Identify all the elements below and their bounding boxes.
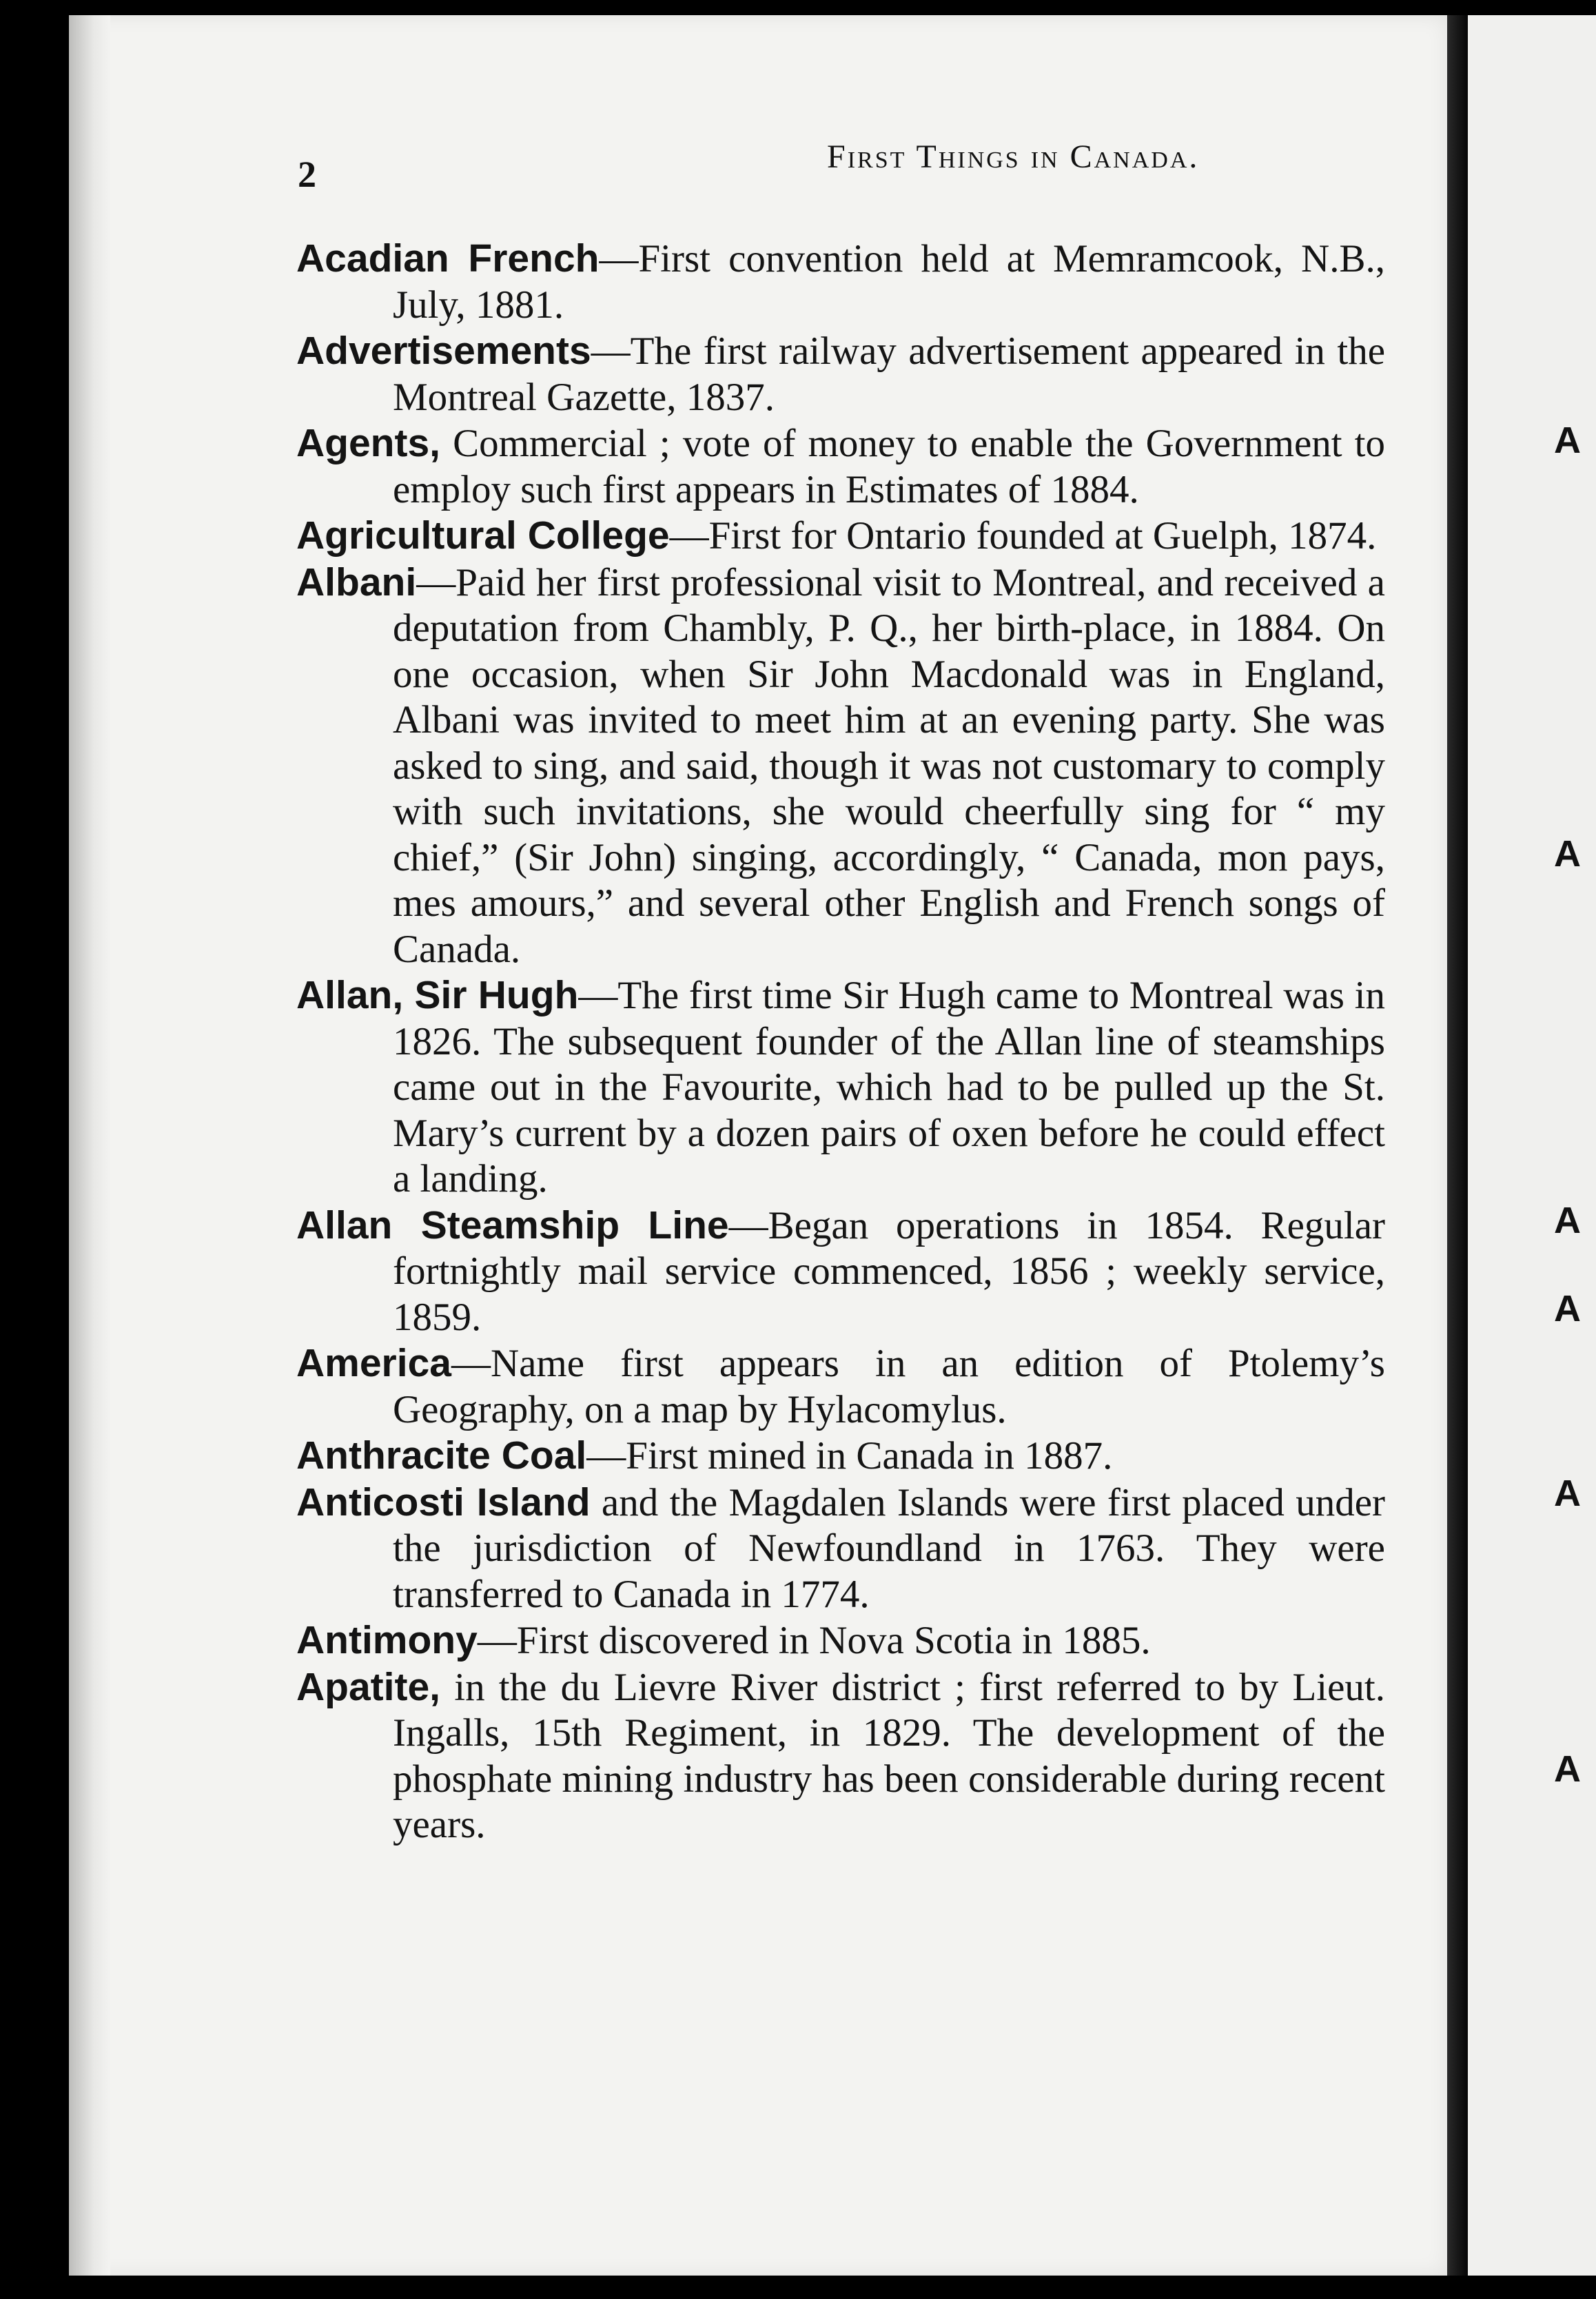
entry-text: —The first railway advertisement appeared in the Montreal Gazette, 1837.	[393, 329, 1385, 419]
entry-agricultural-college	[296, 513, 1385, 560]
entry-antimony	[296, 1617, 1385, 1664]
entry-allan-steamship-line	[296, 1203, 1385, 1341]
entry-albani	[296, 560, 1385, 973]
entry-text: —Paid her first professional visit to Montreal, and received a deputation from Chambly, P. Q., her birth-place, in 1884. On one occasion, when Sir John Macdonald was in England, Albani was invited to meet him at an evening party. She was asked to sing, and said, though it was not customary to comply with such invitations, she would cheerfully sing for “ my chief,” (Sir John) singing, accordingly, “ Canada, mon pays, mes amours,” and several other English and French songs of Canada.	[393, 560, 1385, 971]
adjacent-page-letter: A	[1554, 1288, 1581, 1329]
entry-text: —First discovered in Nova Scotia in 1885.	[477, 1619, 1151, 1662]
entry-advertisements	[296, 328, 1385, 420]
adjacent-page-edge	[1468, 15, 1596, 2276]
entry-term: Apatite,	[296, 1664, 441, 1709]
entry-text: —First for Ontario founded at Guelph, 1874.	[669, 514, 1377, 558]
entry-text: —The first time Sir Hugh came to Montreal was in 1826. The subsequent founder of the Allan line of steamships came out in the Favourite, which had to be pulled up the St. Mary’s current by a dozen pairs of oxen before he could effect a landing.	[393, 974, 1385, 1200]
entry-apatite	[296, 1664, 1385, 1848]
entry-term: Albani	[296, 560, 417, 604]
entry-term: Anthracite Coal	[296, 1433, 587, 1478]
adjacent-page-letter: A	[1554, 1473, 1581, 1514]
adjacent-page-letter: A	[1554, 1200, 1581, 1241]
entry-anticosti-island	[296, 1480, 1385, 1618]
entry-anthracite-coal	[296, 1433, 1385, 1480]
entry-term: Allan, Sir Hugh	[296, 973, 579, 1017]
entry-term: Antimony	[296, 1618, 478, 1662]
entry-text: in the du Lievre River district ; first referred to by Lieut. Ingalls, 15th Regiment, in 1829. The development of the phosphate mining industry has been considerable during recent years.	[393, 1665, 1385, 1846]
entry-america	[296, 1340, 1385, 1433]
entry-text: —First mined in Canada in 1887.	[586, 1434, 1113, 1478]
entry-agents	[296, 420, 1385, 513]
page-binding-edge	[69, 15, 110, 2276]
entry-term: Allan Steamship Line	[296, 1203, 729, 1247]
entry-term: America	[296, 1341, 451, 1385]
entry-term: Advertisements	[296, 329, 591, 373]
entry-text: and the Magdalen Islands were first placed under the jurisdiction of Newfoundland in 1763. They were transferred to Canada in 1774.	[393, 1480, 1385, 1616]
entry-text: —Name first appears in an edition of Ptolemy’s Geography, on a map by Hylacomylus.	[393, 1342, 1385, 1431]
entry-allan-sir-hugh	[296, 972, 1385, 1203]
entry-term: Anticosti Island	[296, 1480, 591, 1524]
entry-text: —First convention held at Memramcook, N.B., July, 1881.	[393, 237, 1385, 327]
entry-acadian-french	[296, 236, 1385, 328]
page-number: 2	[298, 154, 316, 195]
dictionary-entries	[296, 236, 1385, 1848]
running-head-title: First Things in Canada.	[827, 139, 1200, 175]
entry-term: Acadian French	[296, 236, 600, 280]
adjacent-page-letter: A	[1554, 420, 1581, 461]
entry-text: —Began operations in 1854. Regular fortnightly mail service commenced, 1856 ; weekly service, 1859.	[393, 1203, 1385, 1339]
entry-text: Commercial ; vote of money to enable the Government to employ such first appears in Estimates of 1884.	[393, 422, 1385, 511]
book-gutter	[1447, 15, 1468, 2276]
entry-term: Agents,	[296, 421, 441, 465]
adjacent-page-letter: A	[1554, 1748, 1581, 1790]
adjacent-page-letter: A	[1554, 833, 1581, 875]
entry-term: Agricultural College	[296, 513, 670, 558]
